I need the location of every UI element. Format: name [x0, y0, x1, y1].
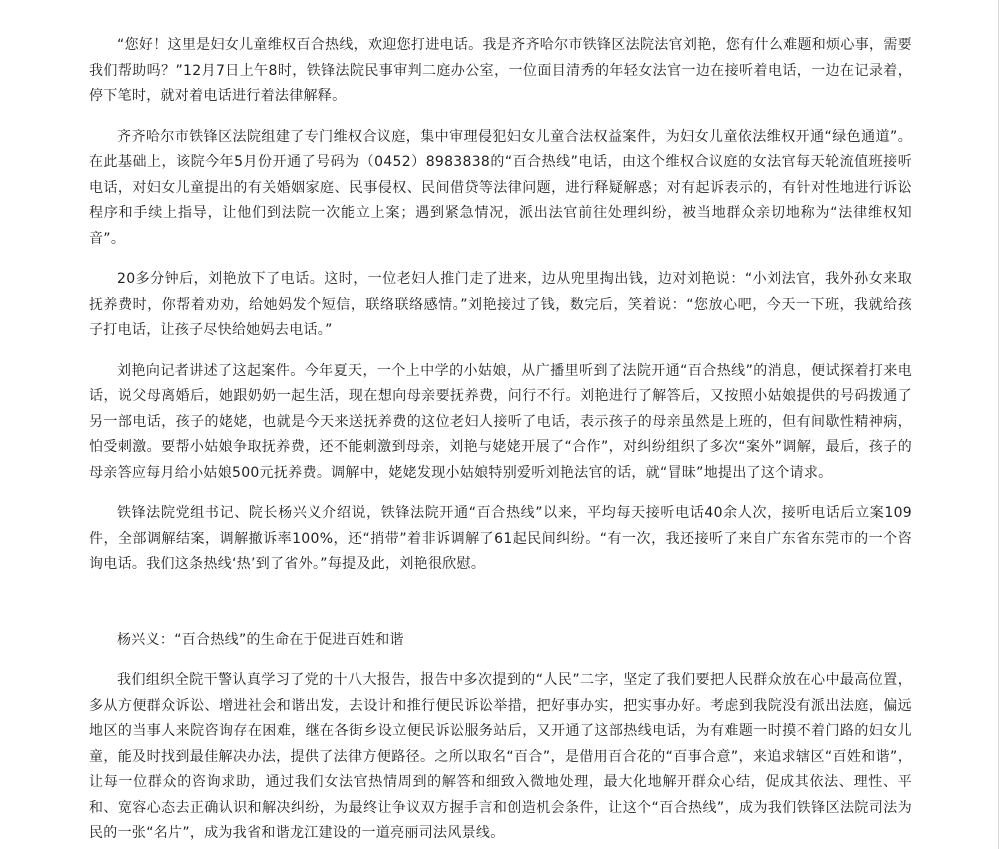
paragraph-spacer [89, 252, 912, 267]
closing-paragraph: 我们组织全院干警认真学习了党的十八大报告，报告中多次提到的“人民”二字，坚定了我们要把人民群众放在心中最高位置，多从方便群众诉讼、增进社会和谐出发，去设计和推行便民诉讼举措，把好事办实，把实事办好。考虑到我院没有派出法庭，偏远地区的当事人来院咨询存在困难，继在各街乡设立便民诉讼服务站后，又开通了这部热线电话，为有难题一时摸不着门路的妇女儿童，能及时找到最佳解决办法，提供了法律方便路径。之所以取名“百合”，是借用百合花的“百事合意”，来追求辖区“百姓和谐”，让每一位群众的咨询求助，通过我们女法官热情周到的解答和细致入微地处理，最大化地解开群众心结，促成其依法、理性、平和、宽容心态去正确认识和解决纠纷，为最终让争议双方握手言和创造机会条件，让这个“百合热线”，成为我们铁锋区法院司法为民的一张“名片”，成为我省和谐龙江建设的一道亮丽司法风景线。 [89, 672, 912, 841]
section-subheading: 杨兴义：“百合热线”的生命在于促进百姓和谐 [117, 631, 404, 648]
paragraph-spacer [89, 344, 912, 359]
paragraph-spacer [89, 110, 912, 125]
paragraph-spacer [89, 486, 912, 501]
article-paragraph-5: 铁锋法院党组书记、院长杨兴义介绍说，铁锋法院开通“百合热线”以来，平均每天接听电话40余人次，接听电话后立案109件，全部调解结案，调解撤诉率100%，还“捎带”着非诉调解了61起民间纠纷。“有一次，我还接听了来自广东省东莞市的一个咨询电话。我们这条热线‘热’到了省外。”每提及此，刘艳很欣慰。 [89, 505, 912, 572]
article-paragraph-1: “您好！这里是妇女儿童维权百合热线，欢迎您打进电话。我是齐齐哈尔市铁锋区法院法官刘艳，您有什么难题和烦心事，需要我们帮助吗？”12月7日上午8时，铁锋法院民事审判二庭办公室，一位面目清秀的年轻女法官一边在接听着电话，一边在记录着，停下笔时，就对着电话进行着法律解释。 [89, 37, 912, 104]
article-paragraph-4: 刘艳向记者讲述了这起案件。今年夏天，一个上中学的小姑娘，从广播里听到了法院开通“百合热线”的消息，便试探着打来电话，说父母离婚后，她跟奶奶一起生活，现在想向母亲要抚养费，问行不行。刘艳进行了解答后，又按照小姑娘提供的号码拨通了另一部电话，孩子的姥姥，也就是今天来送抚养费的这位老妇人接听了电话，表示孩子的母亲虽然是上班的，但有间歇性精神病，怕受刺激。要帮小姑娘争取抚养费，还不能刺激到母亲，刘艳与姥姥开展了“合作”，对纠纷组织了多次“案外”调解，最后，孩子的母亲答应每月给小姑娘500元抚养费。调解中，姥姥发现小姑娘特别爱听刘艳法官的话，就“冒昧”地提出了这个请求。 [89, 362, 912, 481]
article-paragraph-3: 20多分钟后，刘艳放下了电话。这时，一位老妇人推门走了进来，边从兜里掏出钱，边对刘艳说：“小刘法官，我外孙女来取抚养费时，你帮着劝劝，给她妈发个短信，联络联络感情。”刘艳接过了钱，数完后，笑着说：“您放心吧，今天一下班，我就给孩子打电话，让孩子尽快给她妈去电话。” [89, 271, 912, 338]
article-body [89, 33, 912, 847]
section-spacer [89, 578, 912, 628]
article-paragraph-2: 齐齐哈尔市铁锋区法院组建了专门维权合议庭，集中审理侵犯妇女儿童合法权益案件，为妇女儿童依法维权开通“绿色通道”。在此基础上，该院今年5月份开通了号码为（0452）8983838的“百合热线”电话，由这个维权合议庭的女法官每天轮流值班接听电话，对妇女儿童提出的有关婚姻家庭、民事侵权、民间借贷等法律问题，进行释疑解惑；对有起诉表示的，有针对性地进行诉讼程序和手续上指导，让他们到法院一次能立上案；遇到紧急情况，派出法官前往处理纠纷，被当地群众亲切地称为“法律维权知音”。 [89, 128, 912, 247]
paragraph-spacer [89, 653, 912, 668]
